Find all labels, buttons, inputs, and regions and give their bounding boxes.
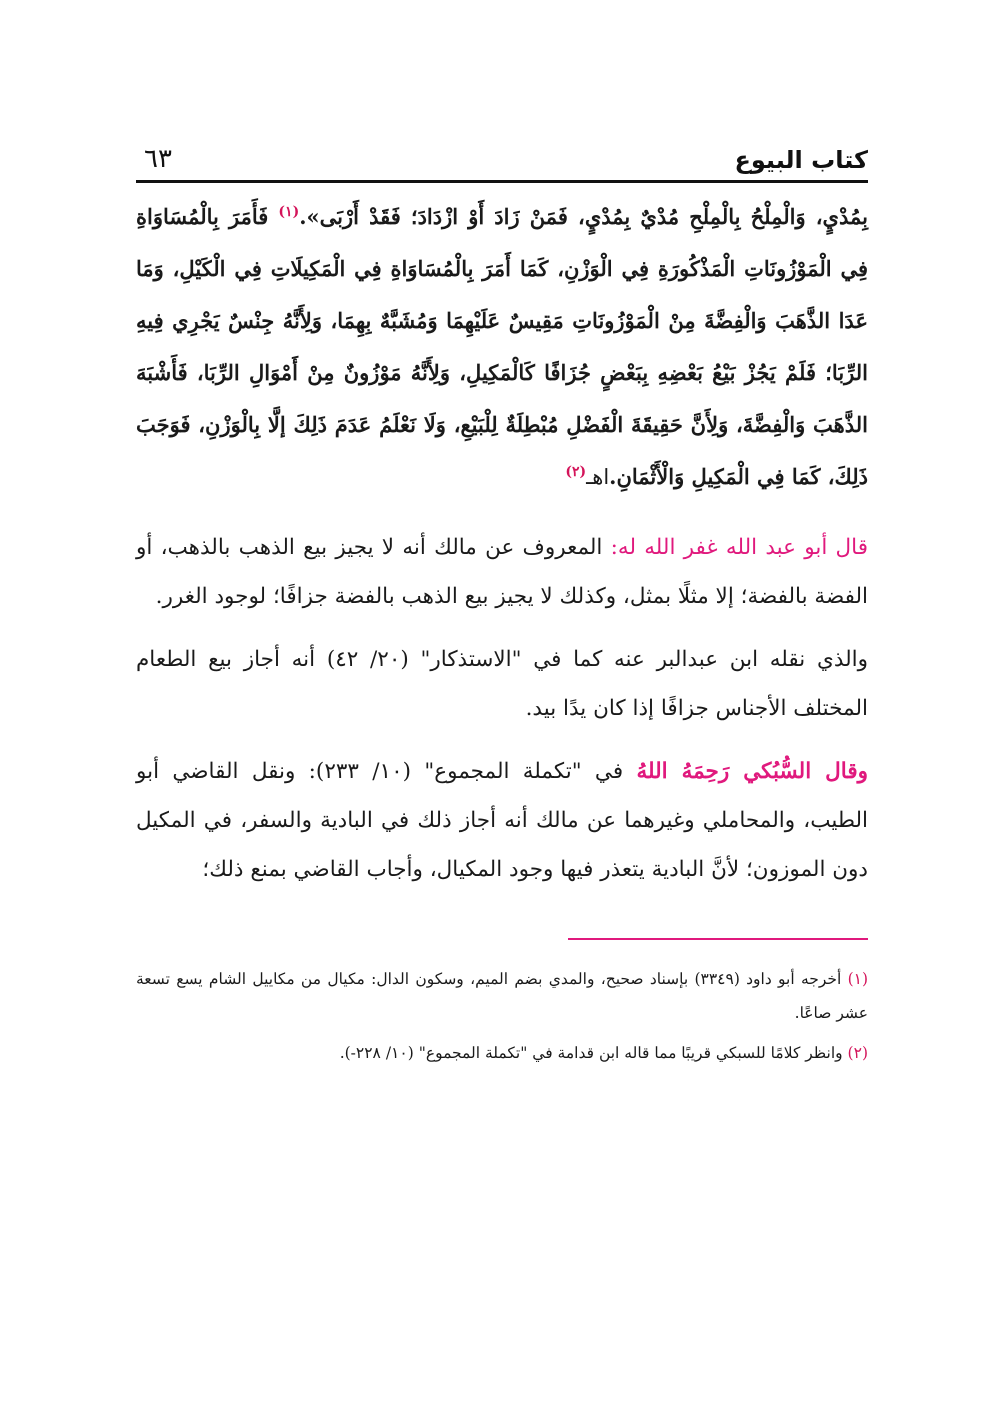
quoted-passage bbox=[136, 191, 868, 503]
quote-part-2: فَأَمَرَ بِالْمُسَاوَاةِ فِي الْمَوْزُونَاتِ الْمَذْكُورَةِ فِي الْوَزْنِ، كَمَا أَمَرَ بِالْمُسَاوَاةِ فِي الْمَكِيلَاتِ فِي الْكَيْلِ، وَمَا عَدَا الذَّهَبَ وَالْفِضَّةَ مِنْ الْمَوْزُونَاتِ مَقِيسٌ عَلَيْهِمَا وَمُشَبَّهٌ بِهِمَا، وَلِأَنَّهُ جِنْسٌ يَجْرِي فِيهِ الرِّبَا؛ فَلَمْ يَجُزْ بَيْعُ بَعْضِهِ بِبَعْضٍ جُزَافًا كَالْمَكِيلِ، وَلِأَنَّهُ مَوْزُونٌ مِنْ أَمْوَالِ الرِّبَا، فَأَشْبَهَ الذَّهَبَ وَالْفِضَّةَ، وَلِأَنَّ حَقِيقَةَ الْفَضْلِ مُبْطِلَةٌ لِلْبَيْعِ، وَلَا نَعْلَمُ عَدَمَ ذَلِكَ إلَّا بِالْوَزْنِ، فَوَجَبَ ذَلِكَ، كَمَا فِي الْمَكِيلِ وَالْأَثْمَانِ. bbox=[136, 204, 868, 489]
footnote-text: أخرجه أبو داود (٣٣٤٩) بإسناد صحيح، والمدي بضم الميم، وسكون الدال: مكيال من مكاييل الشام يسع تسعة عشر صاعًا. bbox=[136, 970, 868, 1022]
footnote-ref-1[interactable]: (١) bbox=[278, 204, 300, 220]
paragraph-abu-abdullah bbox=[136, 523, 868, 621]
paragraph-text: في bbox=[581, 759, 637, 784]
speaker-label: وقال السُّبُكي رَحِمَهُ اللهُ bbox=[636, 759, 868, 784]
quote-part-1: بِمُدْيٍ، وَالْمِلْحُ بِالْمِلْحِ مُدْيٌ بِمُدْيٍ، فَمَنْ زَادَ أَوْ ازْدَادَ؛ فَقَدْ أَرْبَى». bbox=[299, 204, 868, 229]
footnote-marker: (٢) bbox=[847, 1044, 868, 1062]
source-title: "تكملة المجموع" bbox=[418, 1044, 528, 1062]
paragraph-ibn-abdulbarr bbox=[136, 635, 868, 733]
page-number: ٦٣ bbox=[144, 144, 172, 174]
paragraph-text: المعروف عن مالك أنه لا يجيز بيع الذهب بالذهب، أو الفضة بالفضة؛ إلا مثلًا بمثل، وكذلك لا يجيز بيع الذهب بالفضة جزافًا؛ لوجود الغرر. bbox=[136, 535, 868, 609]
speaker-label: قال أبو عبد الله غفر الله له: bbox=[610, 535, 868, 560]
running-header bbox=[136, 130, 868, 174]
quote-end-mark: اهـ bbox=[586, 465, 610, 489]
book-page bbox=[136, 130, 868, 1076]
footnote-ref-2[interactable]: (٢) bbox=[565, 464, 587, 480]
footnote-text: وانظر كلامًا للسبكي قريبًا مما قاله ابن قدامة في bbox=[527, 1044, 848, 1062]
source-title: "تكملة المجموع" bbox=[424, 759, 582, 784]
main-text bbox=[136, 191, 868, 894]
paragraph-text: (٢٠/ ٤٢) أنه أجاز بيع الطعام المختلف الأجناس جزافًا إذا كان يدًا بيد. bbox=[136, 647, 868, 721]
source-title: "الاستذكار" bbox=[420, 647, 522, 672]
header-rule bbox=[136, 180, 868, 183]
chapter-title: كتاب البيوع bbox=[734, 146, 868, 174]
footnote-marker: (١) bbox=[847, 970, 869, 988]
paragraph-text: (١٠/ ٢٣٣): ونقل القاضي أبو الطيب، والمحاملي وغيرهما عن مالك أنه أجاز ذلك في البادية والسفر، في المكيل دون الموزون؛ لأنَّ البادية يتعذر فيها وجود المكيال، وأجاب القاضي بمنع ذلك؛ bbox=[136, 759, 868, 882]
footnote-separator bbox=[568, 938, 868, 940]
footnote-2 bbox=[136, 1036, 868, 1070]
footnote-1 bbox=[136, 962, 868, 1030]
footnotes bbox=[136, 962, 868, 1070]
footnote-text: (١٠/ ٢٢٨-). bbox=[339, 1044, 419, 1062]
paragraph-text: والذي نقله ابن عبدالبر عنه كما في bbox=[521, 647, 869, 672]
paragraph-subki bbox=[136, 747, 868, 894]
